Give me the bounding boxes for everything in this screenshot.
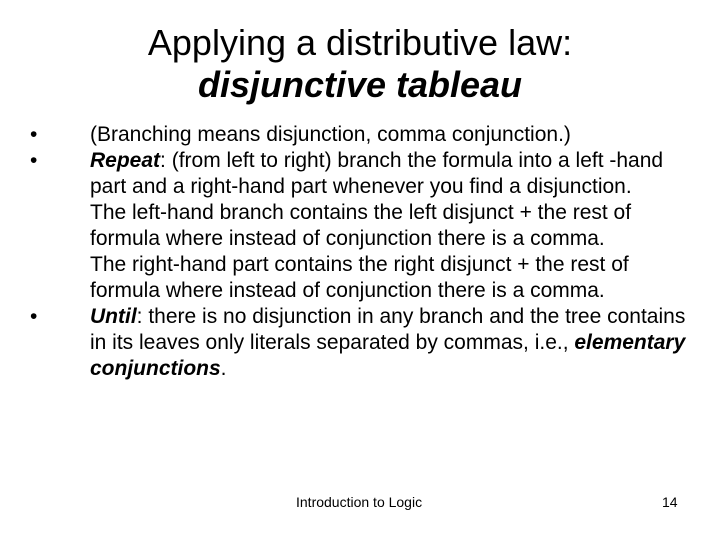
- repeat-label: Repeat: [90, 149, 161, 172]
- bullet-icon: •: [30, 123, 38, 146]
- title-line-1: Applying a distributive law:: [147, 22, 573, 63]
- bullet-icon: •: [30, 305, 38, 328]
- slide-title: [0, 22, 720, 106]
- until-text: : there is no disjunction in any branch and the tree contains in its leaves only literals separated by commas, i.e.,: [90, 305, 686, 354]
- page-number: 14: [662, 494, 678, 510]
- until-paragraph: [90, 304, 690, 382]
- until-tail: .: [220, 357, 227, 380]
- elementary-conjunctions-term: elementary conjunctions: [90, 331, 686, 380]
- bullet-item-repeat: [30, 148, 690, 304]
- left-branch-paragraph: The left-hand branch contains the left disjunct + the rest of formula where instead of conjunction there is a comma.: [90, 201, 632, 250]
- right-branch-paragraph: The right-hand part contains the right disjunct + the rest of formula where instead of conjunction there is a comma.: [90, 253, 629, 302]
- bullet-list: [30, 122, 690, 382]
- bullet-item-branching: [30, 122, 690, 148]
- bullet-text: (Branching means disjunction, comma conjunction.): [90, 123, 571, 146]
- until-label: Until: [90, 305, 137, 328]
- bullet-item-until: [30, 304, 690, 382]
- footer-title: Introduction to Logic: [296, 494, 423, 510]
- bullet-icon: •: [30, 149, 38, 172]
- title-line-2: disjunctive tableau: [197, 64, 523, 105]
- repeat-paragraph: [90, 148, 690, 200]
- repeat-text: : (from left to right) branch the formula into a left -hand part and a right-hand part whenever you find a disjunction.: [90, 149, 664, 198]
